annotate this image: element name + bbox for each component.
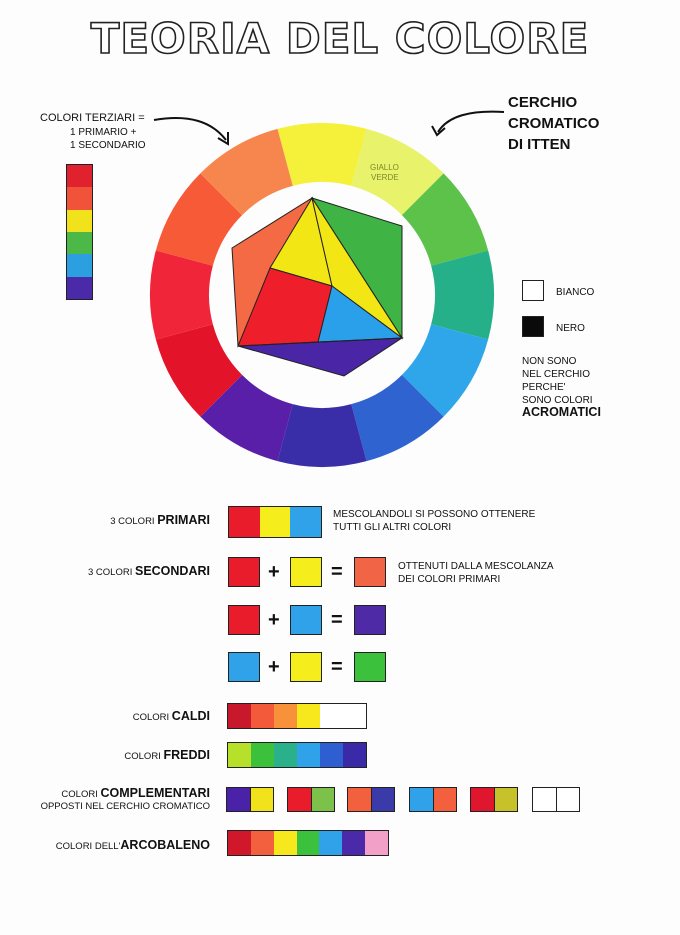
complementary-pair (532, 787, 580, 812)
freddi-label: COLORI FREDDI (124, 748, 210, 762)
primari-note: TUTTI GLI ALTRI COLORI (333, 522, 452, 533)
result-color (354, 605, 386, 635)
terziari-line1: COLORI TERZIARI = (40, 112, 145, 124)
terziari-line2: 1 PRIMARIO + (70, 127, 137, 138)
complementary-pair (287, 787, 335, 812)
warm-swatch (297, 704, 320, 728)
primary-swatch (229, 507, 260, 537)
page-title: TEORIA DEL COLORE (90, 14, 590, 63)
warm-swatch (320, 704, 343, 728)
caldi-strip (227, 703, 367, 729)
equals-sign: = (331, 561, 343, 583)
complementary-swatch (433, 788, 457, 811)
rainbow-swatch (297, 831, 320, 855)
tertiary-swatch (67, 210, 92, 232)
acromatici-note: SONO COLORI (522, 395, 593, 406)
caldi-label: COLORI CALDI (132, 709, 210, 723)
complementary-swatch (471, 788, 494, 811)
complementari-label: COLORI COMPLEMENTARI (61, 786, 210, 800)
mix-color-b (290, 652, 322, 682)
tertiary-swatch (67, 165, 92, 187)
rainbow-swatch (274, 831, 297, 855)
cerchio-line1: CERCHIO (508, 94, 578, 111)
cerchio-line2: CROMATICO (508, 115, 600, 132)
warm-swatch (274, 704, 297, 728)
cool-swatch (251, 743, 274, 767)
rainbow-swatch (365, 831, 388, 855)
acromatici-bold: ACROMATICI (522, 405, 601, 419)
equals-sign: = (331, 656, 343, 678)
warm-swatch (251, 704, 274, 728)
terziari-line3: 1 SECONDARIO (70, 140, 146, 151)
primary-swatch (290, 507, 321, 537)
wheel-segment (277, 123, 366, 186)
result-color (354, 652, 386, 682)
mix-color-a (228, 557, 260, 587)
rainbow-swatch (342, 831, 365, 855)
complementary-swatch (288, 788, 311, 811)
complementary-swatch (533, 788, 556, 811)
secondari-note: OTTENUTI DALLA MESCOLANZA (398, 561, 554, 572)
plus-sign: + (268, 561, 280, 583)
color-wheel (140, 118, 504, 472)
primari-strip (228, 506, 322, 538)
tertiary-swatch (67, 232, 92, 254)
yellowgreen-label: VERDE (371, 173, 399, 182)
rainbow-swatch (319, 831, 342, 855)
white-swatch (522, 280, 544, 301)
result-color (354, 557, 386, 587)
yellowgreen-label: GIALLO (370, 163, 399, 172)
complementary-swatch (311, 788, 335, 811)
nero-label: NERO (556, 323, 585, 334)
complementary-swatch (227, 788, 250, 811)
plus-sign: + (268, 609, 280, 631)
primari-note: MESCOLANDOLI SI POSSONO OTTENERE (333, 509, 536, 520)
freddi-strip (227, 742, 367, 768)
cool-swatch (297, 743, 320, 767)
complementary-swatch (494, 788, 518, 811)
bianco-label: BIANCO (556, 287, 595, 298)
warm-swatch (343, 704, 366, 728)
mix-color-a (228, 605, 260, 635)
black-swatch (522, 316, 544, 337)
wheel-segment (150, 250, 213, 339)
arcobaleno-label: COLORI DELL'ARCOBALENO (55, 838, 210, 852)
acromatici-note: PERCHE' (522, 382, 566, 393)
tertiary-swatch (67, 254, 92, 276)
primari-label: 3 COLORI PRIMARI (110, 513, 210, 527)
primary-swatch (260, 507, 291, 537)
secondari-note: DEI COLORI PRIMARI (398, 574, 501, 585)
secondari-label: 3 COLORI SECONDARI (87, 564, 210, 578)
tertiary-swatch (67, 277, 92, 299)
cool-swatch (228, 743, 251, 767)
terziari-bar (66, 164, 93, 300)
plus-sign: + (268, 656, 280, 678)
cool-swatch (320, 743, 343, 767)
tertiary-swatch (67, 187, 92, 209)
cool-swatch (343, 743, 366, 767)
mix-color-b (290, 605, 322, 635)
mix-color-b (290, 557, 322, 587)
complementary-swatch (348, 788, 371, 811)
complementary-pair (347, 787, 395, 812)
complementary-swatch (410, 788, 433, 811)
complementary-pair (409, 787, 457, 812)
complementary-swatch (250, 788, 274, 811)
acromatici-note: NEL CERCHIO (522, 369, 590, 380)
mix-color-a (228, 652, 260, 682)
complementary-swatch (556, 788, 580, 811)
cool-swatch (274, 743, 297, 767)
warm-swatch (228, 704, 251, 728)
arcobaleno-strip (227, 830, 389, 856)
acromatici-note: NON SONO (522, 356, 577, 367)
complementary-swatch (371, 788, 395, 811)
complementari-label2: OPPOSTI NEL CERCHIO CROMATICO (40, 801, 210, 812)
cerchio-line3: DI ITTEN (508, 136, 571, 153)
complementary-pair (226, 787, 274, 812)
wheel-segment (431, 250, 494, 339)
rainbow-swatch (251, 831, 274, 855)
rainbow-swatch (228, 831, 251, 855)
equals-sign: = (331, 609, 343, 631)
wheel-segment (277, 404, 366, 467)
complementary-pair (470, 787, 518, 812)
